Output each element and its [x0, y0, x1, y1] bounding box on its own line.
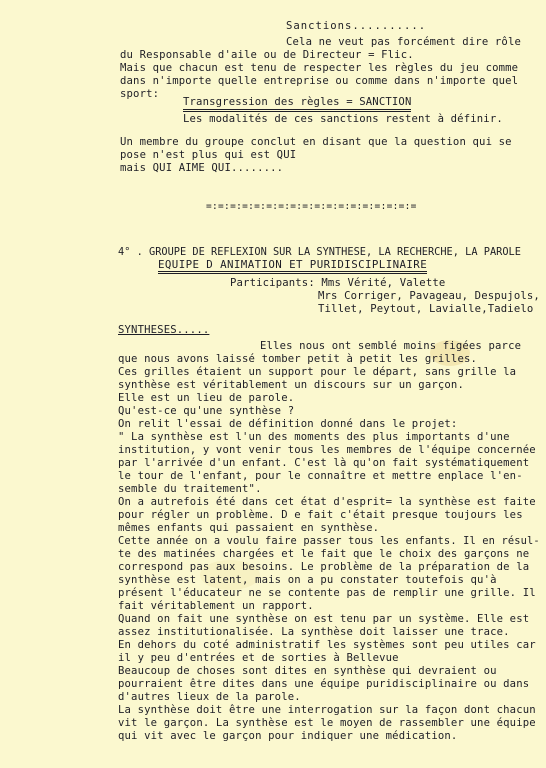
participants-line: Participants: Mms Vérité, Valette: [230, 277, 446, 289]
syntheses-line: La synthèse doit être une interrogation sur la façon dont chacun: [118, 704, 536, 716]
syntheses-line: Qu'est-ce qu'une synthèse ?: [118, 405, 295, 417]
syntheses-line: correspond pas aux besoins. Le problème de la préparation de la: [118, 561, 530, 573]
section-heading: 4° . GROUPE DE REFLEXION SUR LA SYNTHESE, LA RECHERCHE, LA PAROLE: [118, 246, 521, 258]
conclusion-line: mais QUI AIME QUI........: [120, 162, 284, 174]
sanctions-line: Mais que chacun est tenu de respecter les règles du jeu comme: [120, 62, 519, 74]
syntheses-line: On relit l'essai de définition donné dans le projet:: [118, 418, 458, 430]
syntheses-line: fait véritablement un rapport.: [118, 600, 314, 612]
syntheses-line: que nous avons laissé tomber petit à petit les grilles.: [118, 353, 478, 365]
syntheses-title: SYNTHESES.....: [118, 324, 210, 336]
syntheses-line: institution, y vont venir tous les membres de l'équipe concernée: [118, 444, 536, 456]
separator-line: =:=:=:=:=:=:=:=:=:=:=:=:=:=:=:=:=:=: [206, 201, 417, 212]
syntheses-line: pourraient être dites dans une équipe puridisciplinaire ou dans: [118, 678, 530, 690]
sanctions-line: Cela ne veut pas forcément dire rôle: [286, 36, 522, 48]
syntheses-line: assez institutionalisée. La synthèse doit laisser une trace.: [118, 626, 510, 638]
syntheses-line: En dehors du coté administratif les systèmes sont peu utiles car: [118, 639, 536, 651]
syntheses-line: synthèse est latent, mais on a pu constater toutefois qu'à: [118, 574, 497, 586]
sanctions-line: du Responsable d'aile ou de Directeur = Flic.: [120, 49, 414, 61]
syntheses-line: vit le garçon. La synthèse est le moyen de rassembler une équipe: [118, 717, 536, 729]
syntheses-line: " La synthèse est l'un des moments des plus importants d'une: [118, 431, 510, 443]
syntheses-line: On a autrefois été dans cet état d'esprit= la synthèse est faite: [118, 496, 536, 508]
syntheses-line: le tour de l'enfant, pour le connaître et mettre enplace l'en-: [118, 470, 523, 482]
section-subheading: EQUIPE D ANIMATION ET PURIDISCIPLINAIRE: [158, 258, 427, 274]
syntheses-line: te des matinées chargées et le fait que le choix des garçons ne: [118, 548, 530, 560]
participants-line: Mrs Corriger, Pavageau, Despujols,: [318, 290, 540, 302]
syntheses-line: par l'arrivée d'un enfant. C'est là qu'on fait systématiquement: [118, 457, 530, 469]
sanctions-title: Sanctions..........: [286, 20, 427, 32]
syntheses-line: pour régler un problème. D e fait c'était presque toujours les: [118, 509, 523, 521]
conclusion-line: pose n'est plus qui est QUI: [120, 149, 297, 161]
syntheses-line: présent l'éducateur ne se contente pas de remplir une grille. Il: [118, 587, 536, 599]
syntheses-line: Beaucoup de choses sont dites en synthèse qui devraient ou: [118, 665, 497, 677]
syntheses-line: Elles nous ont semblé moins figées parce: [260, 340, 522, 352]
conclusion-line: Un membre du groupe conclut en disant que la question qui se: [120, 136, 512, 148]
syntheses-line: qui vit avec le garçon pour indiquer une médication.: [118, 730, 458, 742]
sanctions-line: dans n'importe quelle entreprise ou comme dans n'importe quel: [120, 75, 519, 87]
syntheses-line: d'autres lieux de la parole.: [118, 691, 301, 703]
syntheses-line: semble du traitement".: [118, 483, 262, 495]
transgression-rule: Transgression des règles = SANCTION: [183, 96, 411, 112]
syntheses-line: mêmes enfants qui passaient en synthèse.: [118, 522, 380, 534]
sanctions-line: sport:: [120, 88, 160, 100]
syntheses-line: Elle est un lieu de parole.: [118, 392, 295, 404]
syntheses-line: synthèse est véritablement un discours sur un garçon.: [118, 379, 464, 391]
syntheses-line: Quand on fait une synthèse on est tenu par un système. Elle est: [118, 613, 530, 625]
syntheses-line: Cette année on a voulu faire passer tous les enfants. Il en résul-: [118, 535, 540, 547]
syntheses-line: il y peu d'entrées et de sorties à Bellevue: [118, 652, 399, 664]
modalites-line: Les modalités de ces sanctions restent à définir.: [183, 113, 503, 125]
participants-line: Tillet, Peytout, Lavialle,Tadielo: [318, 303, 534, 315]
syntheses-line: Ces grilles étaient un support pour le départ, sans grille la: [118, 366, 517, 378]
